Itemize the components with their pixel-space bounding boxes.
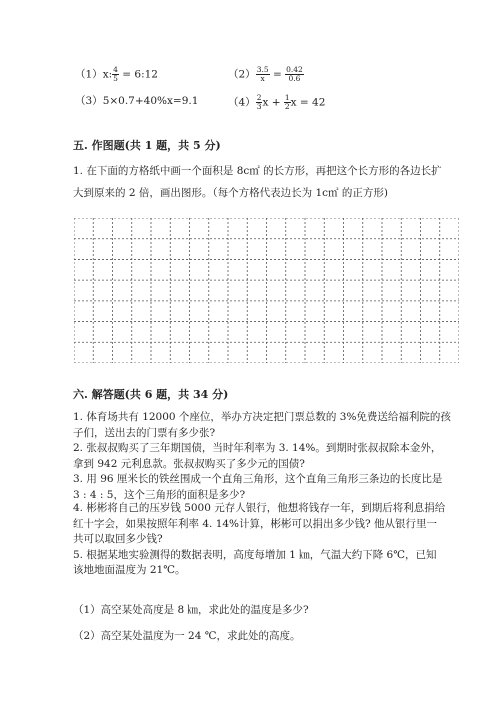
fraction-numerator: 1 [284,93,290,102]
equation-part: = [269,68,286,81]
fraction-denominator: 3 [256,101,262,111]
s6-line: 拿到 942 元利息款。张叔叔购买了多少元的国债? [73,457,305,470]
fraction-numerator: 3.5 [256,65,269,74]
grid-paper [74,218,459,363]
s6-line: 红十字会，如果按照年利率 4. 14%计算，彬彬可以捐出多少钱? 他从银行里一 [73,517,437,530]
s6-line: 5. 根据某地实验测得的数据表明，高度每增加 1 ㎞，气温大约下降 6℃，已知 [73,548,437,561]
equation-part: x: [102,68,113,81]
s6-line: 4. 彬彬将自己的压岁钱 5000 元存人银行，他想将钱存一年，到期后将利息捐给 [73,502,446,514]
section-6-heading: 六. 解答题(共 6 题，共 34 分) [73,388,229,401]
s6-line: 3 : 4 : 5，这个三角形的面积是多少? [73,488,246,501]
fraction-denominator: x [260,73,265,83]
equation-part: = 6:12 [118,68,158,81]
s5-q1-line2: 大到原来的 2 倍，画出图形。（每个方格代表边长为 1c㎡ 的正方形) [73,187,388,199]
section-5-heading: 五. 作图题(共 1 题，共 5 分) [73,139,221,152]
s6-line: 子们，送出去的门票有多少张? [73,426,216,439]
fraction-denominator: 5 [113,73,118,83]
s6-line: 3. 用 96 厘米长的铁丝围成一个直角三角形，这个直角三角形三条边的长度比是 [73,473,443,485]
s6-line: 共可以取回多少钱? [73,533,163,545]
equation-2 [228,66,304,83]
s6-line: 1. 体育场共有 12000 个座位，举办方决定把门票总数的 3%免费送给福利院的孩 [73,411,451,423]
s6-q5-sub2: （2）高空某处温度为一 24 ℃，求此处的高度。 [73,630,301,642]
fraction [112,66,119,83]
equation-label: （3） [75,95,103,107]
equation-text: 5×0.7+40%x=9.1 [102,95,199,107]
fraction [284,94,291,111]
fraction-numerator: 4 [113,65,118,74]
fraction-denominator: 2 [284,101,290,111]
equation-label: （4） [228,96,256,109]
fraction [285,66,304,83]
s5-q1-line1: 1. 在下面的方格纸中画一个面积是 8c㎡ 的长方形，再把这个长方形的各边长扩 [73,165,442,177]
fraction-denominator: 0.6 [288,73,301,83]
equation-3 [75,96,198,107]
equation-label: （2） [228,68,256,81]
fraction-numerator: 2 [256,93,262,102]
fraction [256,66,270,83]
equation-4 [228,94,325,111]
equation-part: x + [262,96,284,109]
s6-line: 2. 张叔叔购买了三年期国债，当时年利率为 3. 14%。到期时张叔叔除本金外， [73,442,442,454]
equation-label: （1） [75,68,103,81]
fraction-numerator: 0.42 [286,65,303,74]
equation-1 [75,66,158,83]
equation-part: x = 42 [290,96,326,109]
s6-line: 该地地面温度为 21℃。 [73,564,186,576]
s6-q5-sub1: （1）高空某处高度是 8 ㎞，求此处的温度是多少? [73,604,309,616]
